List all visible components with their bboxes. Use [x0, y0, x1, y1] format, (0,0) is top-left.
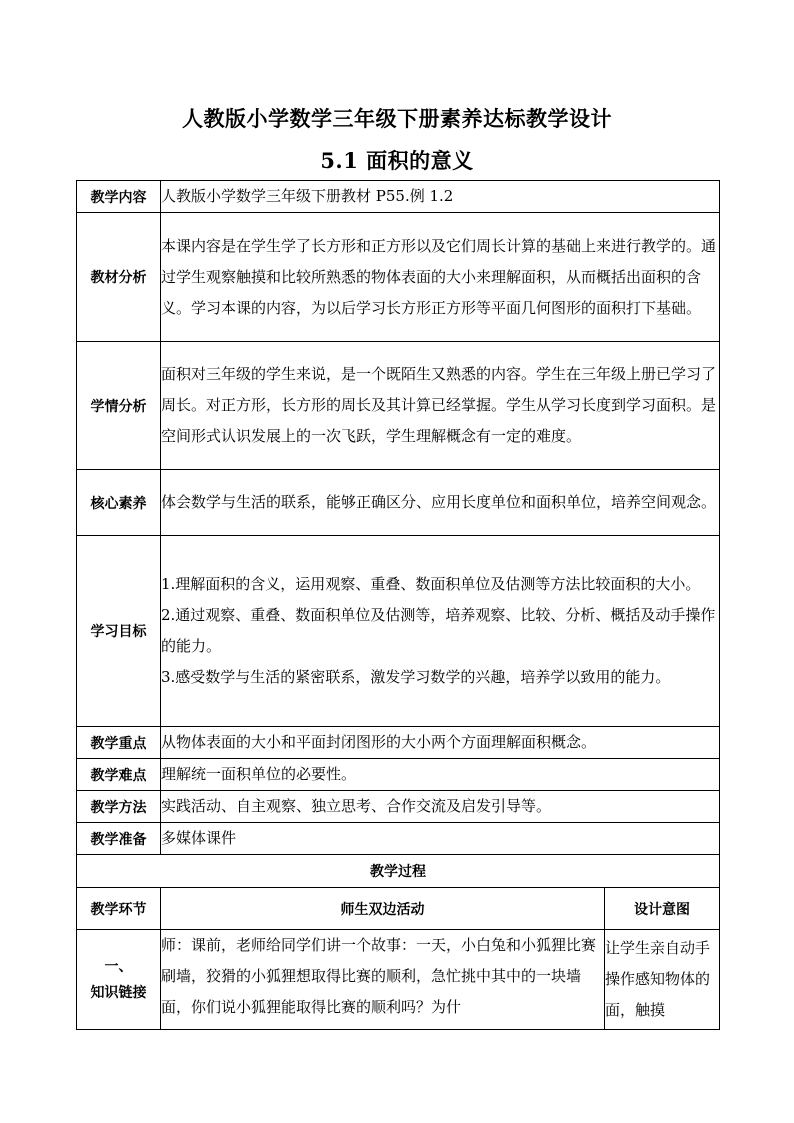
row-teaching-content — [77, 181, 720, 213]
process-header: 教学过程 — [77, 855, 720, 888]
row-stage-1 — [77, 930, 720, 1030]
value-teaching-prep: 多媒体课件 — [161, 823, 720, 855]
column-header-intent: 设计意图 — [605, 888, 720, 930]
row-material-analysis — [77, 213, 720, 342]
row-learning-goals — [77, 536, 720, 727]
row-teaching-method — [77, 791, 720, 823]
value-teaching-content: 人教版小学数学三年级下册教材 P55.例 1.2 — [161, 181, 720, 213]
stage-1-name: 知识链接 — [90, 984, 147, 1001]
lesson-plan-table — [76, 180, 720, 1030]
label-teaching-content: 教学内容 — [77, 181, 161, 213]
label-teaching-prep: 教学准备 — [77, 823, 161, 855]
goal-item: 3.感受数学与生活的紧密联系，激发学习数学的兴趣，培养学以致用的能力。 — [161, 668, 671, 686]
goal-item: 2.通过观察、重叠、数面积单位及估测等，培养观察、比较、分析、概括及动手操作的能力。 — [161, 606, 716, 655]
value-teaching-difficulty: 理解统一面积单位的必要性。 — [161, 759, 720, 791]
column-header-activity: 师生双边活动 — [161, 888, 605, 930]
row-core-literacy — [77, 470, 720, 536]
column-header-stage: 教学环节 — [77, 888, 161, 930]
value-learning-goals — [161, 536, 720, 727]
stage-1-label — [77, 930, 161, 1030]
goal-item: 1.理解面积的含义，运用观察、重叠、数面积单位及估测等方法比较面积的大小。 — [161, 575, 701, 593]
label-material-analysis: 教材分析 — [77, 213, 161, 342]
row-process-columns — [77, 888, 720, 930]
label-teaching-difficulty: 教学难点 — [77, 759, 161, 791]
label-learning-goals: 学习目标 — [77, 536, 161, 727]
label-student-analysis: 学情分析 — [77, 342, 161, 470]
row-teaching-difficulty — [77, 759, 720, 791]
label-teaching-method: 教学方法 — [77, 791, 161, 823]
value-core-literacy: 体会数学与生活的联系，能够正确区分、应用长度单位和面积单位，培养空间观念。 — [161, 470, 720, 536]
value-student-analysis: 面积对三年级的学生来说，是一个既陌生又熟悉的内容。学生在三年级上册已学习了周长。对正方形，长方形的周长及其计算已经掌握。学生从学习长度到学习面积。是空间形式认识发展上的一次飞跃，学生理解概念有一定的难度。 — [161, 342, 720, 470]
stage-1-number: 一、 — [104, 958, 133, 975]
row-teaching-focus — [77, 727, 720, 759]
stage-1-activity: 师：课前，老师给同学们讲一个故事：一天，小白兔和小狐狸比赛刷墙，狡猾的小狐狸想取得比赛的顺利，急忙挑中其中的一块墙面，你们说小狐狸能取得比赛的顺利吗？为什 — [161, 930, 605, 1030]
row-process-header — [77, 855, 720, 888]
row-student-analysis — [77, 342, 720, 470]
value-teaching-focus: 从物体表面的大小和平面封闭图形的大小两个方面理解面积概念。 — [161, 727, 720, 759]
stage-1-intent: 让学生亲自动手操作感知物体的面，触摸 — [605, 930, 720, 1030]
document-title: 人教版小学数学三年级下册素养达标教学设计 — [182, 106, 612, 131]
label-teaching-focus: 教学重点 — [77, 727, 161, 759]
row-teaching-prep — [77, 823, 720, 855]
value-teaching-method: 实践活动、自主观察、独立思考、合作交流及启发引导等。 — [161, 791, 720, 823]
value-material-analysis: 本课内容是在学生学了长方形和正方形以及它们周长计算的基础上来进行教学的。通过学生观察触摸和比较所熟悉的物体表面的大小来理解面积，从而概括出面积的含义。学习本课的内容，为以后学习长方形正方形等平面几何图形的面积打下基础。 — [161, 213, 720, 342]
lesson-subtitle: 5.1 面积的意义 — [320, 148, 474, 173]
label-core-literacy: 核心素养 — [77, 470, 161, 536]
